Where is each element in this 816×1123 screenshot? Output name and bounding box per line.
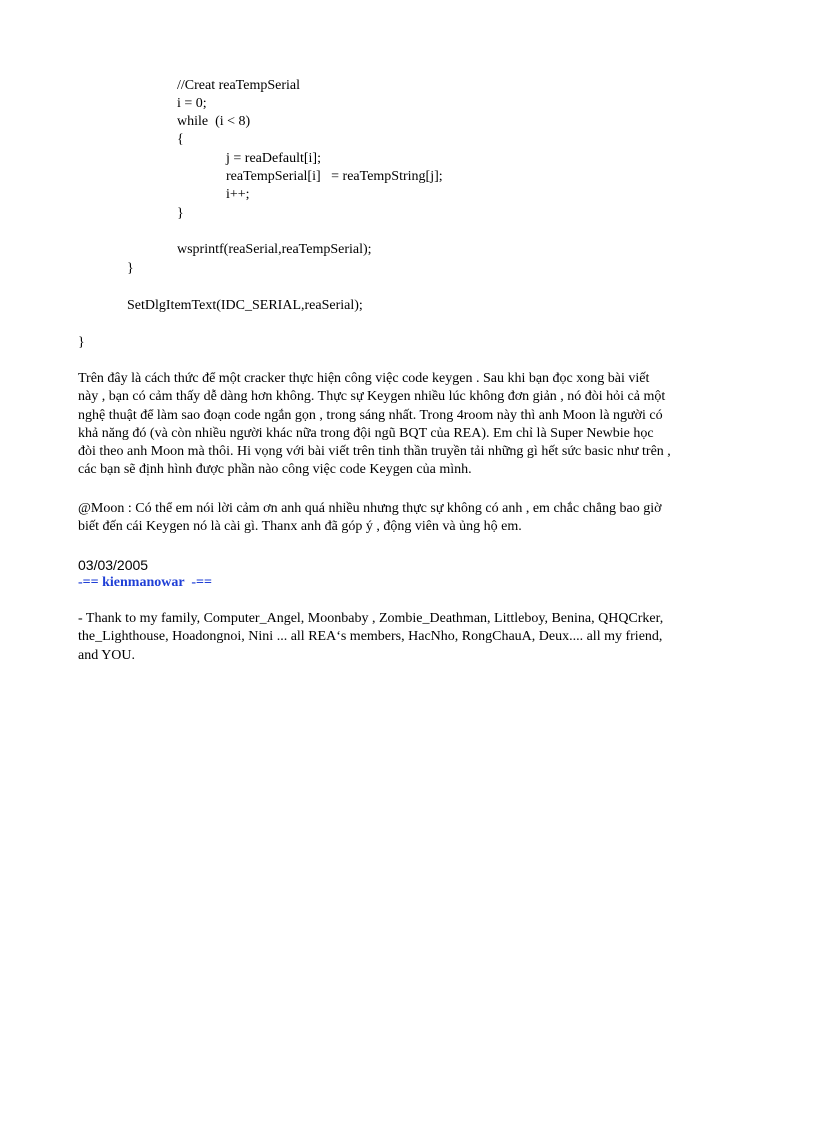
code-line-7: i++; [226, 187, 250, 202]
code-line-8: } [177, 206, 184, 221]
paragraph-line: đòi theo anh Moon mà thôi. Hi vọng với bài viết trên tinh thần truyền tải những gì hết sức basic như trên , [78, 444, 671, 460]
code-line-3: while (i < 8) [177, 114, 251, 129]
paragraph-line: the_Lighthouse, Hoadongnoi, Nini ... all REA‘s members, HacNho, RongChauA, Deux.... all my friend, [78, 629, 663, 645]
post-date: 03/03/2005 [78, 557, 149, 573]
paragraph-moon-thanks [78, 500, 778, 537]
paragraph-line: Trên đây là cách thức để một cracker thực hiện công việc code keygen . Sau khi bạn đọc xong bài viết [78, 371, 650, 386]
code-line-6: reaTempSerial[i] = reaTempString[j]; [226, 169, 443, 184]
code-line-12: } [78, 335, 85, 350]
paragraph-line: - Thank to my family, Computer_Angel, Moonbaby , Zombie_Deathman, Littleboy, Benina, QHQCrker, [78, 611, 664, 626]
paragraph-line: khả năng đó (và còn nhiều người khác nữa trong đội ngũ BQT của REA). Em chỉ là Super Newbie học [78, 425, 654, 441]
paragraph-line: này , bạn có cảm thấy dễ dàng hơn không. Thực sự Keygen nhiều lúc không đơn giản , nó đòi hỏi cả một [78, 389, 666, 405]
paragraph-line: biết đến cái Keygen nó là cài gì. Thanx anh đã góp ý , động viên và ủng hộ em. [78, 519, 522, 535]
code-line-4: { [177, 132, 184, 147]
paragraph-keygen-summary [78, 370, 778, 480]
paragraph-line: @Moon : Có thể em nói lời cảm ơn anh quá nhiều nhưng thực sự không có anh , em chắc chẳng bao giờ [78, 501, 662, 516]
code-line-1: //Creat reaTempSerial [177, 78, 301, 93]
thanks-list [78, 610, 778, 665]
author-signature: -== kienmanowar -== [78, 575, 212, 590]
code-line-10: } [127, 261, 134, 276]
paragraph-line: and YOU. [78, 647, 136, 663]
paragraph-line: các bạn sẽ định hình được phần nào công việc code Keygen của mình. [78, 462, 472, 478]
code-line-11: SetDlgItemText(IDC_SERIAL,reaSerial); [127, 298, 363, 313]
code-line-5: j = reaDefault[i]; [226, 151, 321, 166]
code-line-2: i = 0; [177, 96, 207, 111]
code-line-9: wsprintf(reaSerial,reaTempSerial); [177, 242, 372, 257]
paragraph-line: nghệ thuật để làm sao đoạn code ngắn gọn , trong sáng nhất. Trong 4room này thì anh Moon là người có [78, 407, 663, 423]
